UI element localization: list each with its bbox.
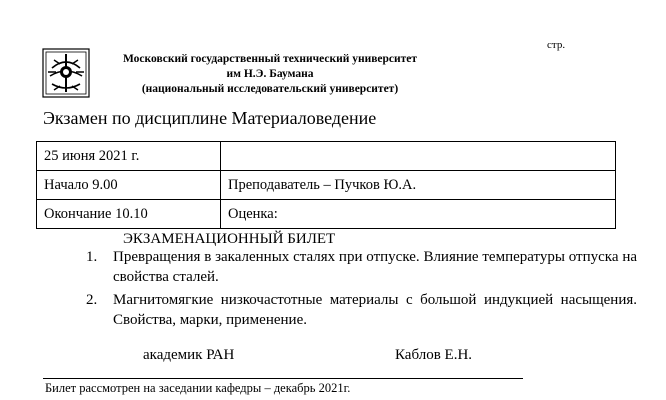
examiner-title: академик РАН — [143, 347, 235, 363]
exam-info-table — [36, 141, 616, 229]
university-line: Московский государственный технический университет — [122, 53, 418, 65]
footer-note: Билет рассмотрен на заседании кафедры – декабрь 2021г. — [45, 381, 351, 395]
question-text: Превращения в закаленных сталях при отпуске. Влияние температуры отпуска на свойства сталей. — [113, 249, 637, 285]
exam-start-time: Начало 9.00 — [37, 171, 221, 200]
exam-date-blank — [221, 142, 616, 171]
examiner-name: Каблов Е.Н. — [395, 347, 473, 363]
question-item — [86, 290, 637, 330]
bmstu-emblem-icon — [42, 48, 90, 98]
footer-divider — [43, 378, 523, 379]
table-row — [37, 171, 616, 200]
question-list — [86, 247, 637, 333]
university-line: (национальный исследовательский университет) — [141, 83, 399, 95]
question-number: 1. — [86, 249, 98, 265]
question-text: Магнитомягкие низкочастотные материалы с большой индукцией насыщения. Свойства, марки, применение. — [113, 292, 637, 328]
university-line: им Н.Э. Баумана — [226, 68, 314, 80]
table-row — [37, 200, 616, 229]
exam-grade: Оценка: — [221, 200, 616, 229]
question-number: 2. — [86, 292, 98, 308]
table-row — [37, 142, 616, 171]
exam-title: Экзамен по дисциплине Материаловедение — [43, 108, 377, 128]
exam-date: 25 июня 2021 г. — [37, 142, 221, 171]
ticket-heading: ЭКЗАМЕНАЦИОННЫЙ БИЛЕТ — [123, 231, 336, 247]
question-item — [86, 247, 637, 287]
university-name — [100, 52, 440, 97]
exam-teacher: Преподаватель – Пучков Ю.А. — [221, 171, 616, 200]
exam-end-time: Окончание 10.10 — [37, 200, 221, 229]
page-label: стр. — [547, 39, 566, 51]
